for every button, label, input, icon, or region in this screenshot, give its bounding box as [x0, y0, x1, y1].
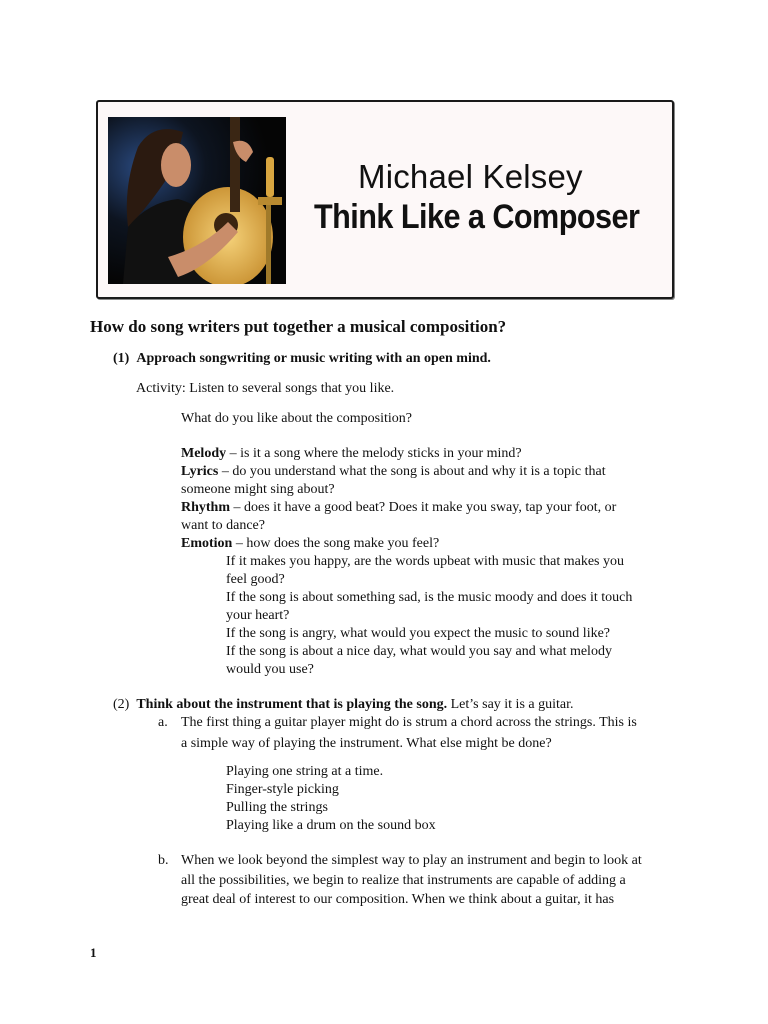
- emotion-detail: If the song is about something sad, is the music moody and does it touch: [226, 590, 633, 605]
- melody-text: – is it a song where the melody sticks in your mind?: [226, 446, 522, 461]
- technique-item: Playing like a drum on the sound box: [226, 818, 436, 833]
- question-line: What do you like about the composition?: [181, 411, 412, 426]
- section2-number: (2): [113, 697, 130, 712]
- lyrics-line: [181, 463, 606, 481]
- lyrics-term: Lyrics: [181, 464, 219, 479]
- banner-title: Think Like a Composer: [314, 198, 640, 236]
- section2-title-rest: Let’s say it is a guitar.: [447, 697, 574, 712]
- rhythm-line-2: want to dance?: [181, 518, 265, 533]
- emotion-detail: If the song is angry, what would you expect the music to sound like?: [226, 626, 611, 641]
- item-b-text: When we look beyond the simplest way to play an instrument and begin to look at: [181, 853, 642, 868]
- section2-title: Think about the instrument that is playing the song.: [136, 697, 448, 712]
- section1-title: Approach songwriting or music writing with an open mind.: [136, 351, 491, 366]
- activity-line: Activity: Listen to several songs that you like.: [136, 381, 395, 396]
- item-a-text: a simple way of playing the instrument. What else might be done?: [181, 736, 552, 751]
- emotion-text: – how does the song make you feel?: [232, 536, 440, 551]
- melody-term: Melody: [181, 446, 227, 461]
- technique-item: Playing one string at a time.: [226, 764, 384, 779]
- rhythm-term: Rhythm: [181, 500, 231, 515]
- section1-header: [113, 350, 491, 368]
- melody-line: [181, 445, 522, 463]
- rhythm-text: – does it have a good beat? Does it make you sway, tap your foot, or: [230, 500, 617, 515]
- rhythm-line: [181, 499, 616, 517]
- page-heading: How do song writers put together a musical composition?: [90, 317, 507, 336]
- item-a-label: a.: [158, 715, 168, 730]
- guitarist-photo: [108, 117, 286, 284]
- header-banner: [96, 100, 674, 299]
- technique-item: Pulling the strings: [226, 800, 328, 815]
- emotion-detail: If the song is about a nice day, what would you say and what melody: [226, 644, 612, 659]
- emotion-line: [181, 535, 439, 553]
- emotion-detail: would you use?: [226, 662, 314, 677]
- emotion-detail: your heart?: [226, 608, 290, 623]
- lyrics-text: – do you understand what the song is about and why it is a topic that: [218, 464, 606, 479]
- author-name: Michael Kelsey: [358, 158, 583, 195]
- section2-header: [113, 696, 574, 714]
- emotion-detail: feel good?: [226, 572, 285, 587]
- item-b-text: all the possibilities, we begin to realize that instruments are capable of adding a: [181, 873, 626, 888]
- page-number: 1: [90, 945, 97, 960]
- item-b-label: b.: [158, 853, 169, 868]
- section1-number: (1): [113, 351, 130, 366]
- item-b-text: great deal of interest to our composition. When we think about a guitar, it has: [181, 892, 615, 907]
- lyrics-line-2: someone might sing about?: [181, 482, 335, 497]
- item-a-text: The first thing a guitar player might do is strum a chord across the strings. This is: [181, 715, 637, 730]
- technique-item: Finger-style picking: [226, 782, 339, 797]
- emotion-term: Emotion: [181, 536, 233, 551]
- emotion-detail: If it makes you happy, are the words upbeat with music that makes you: [226, 554, 624, 569]
